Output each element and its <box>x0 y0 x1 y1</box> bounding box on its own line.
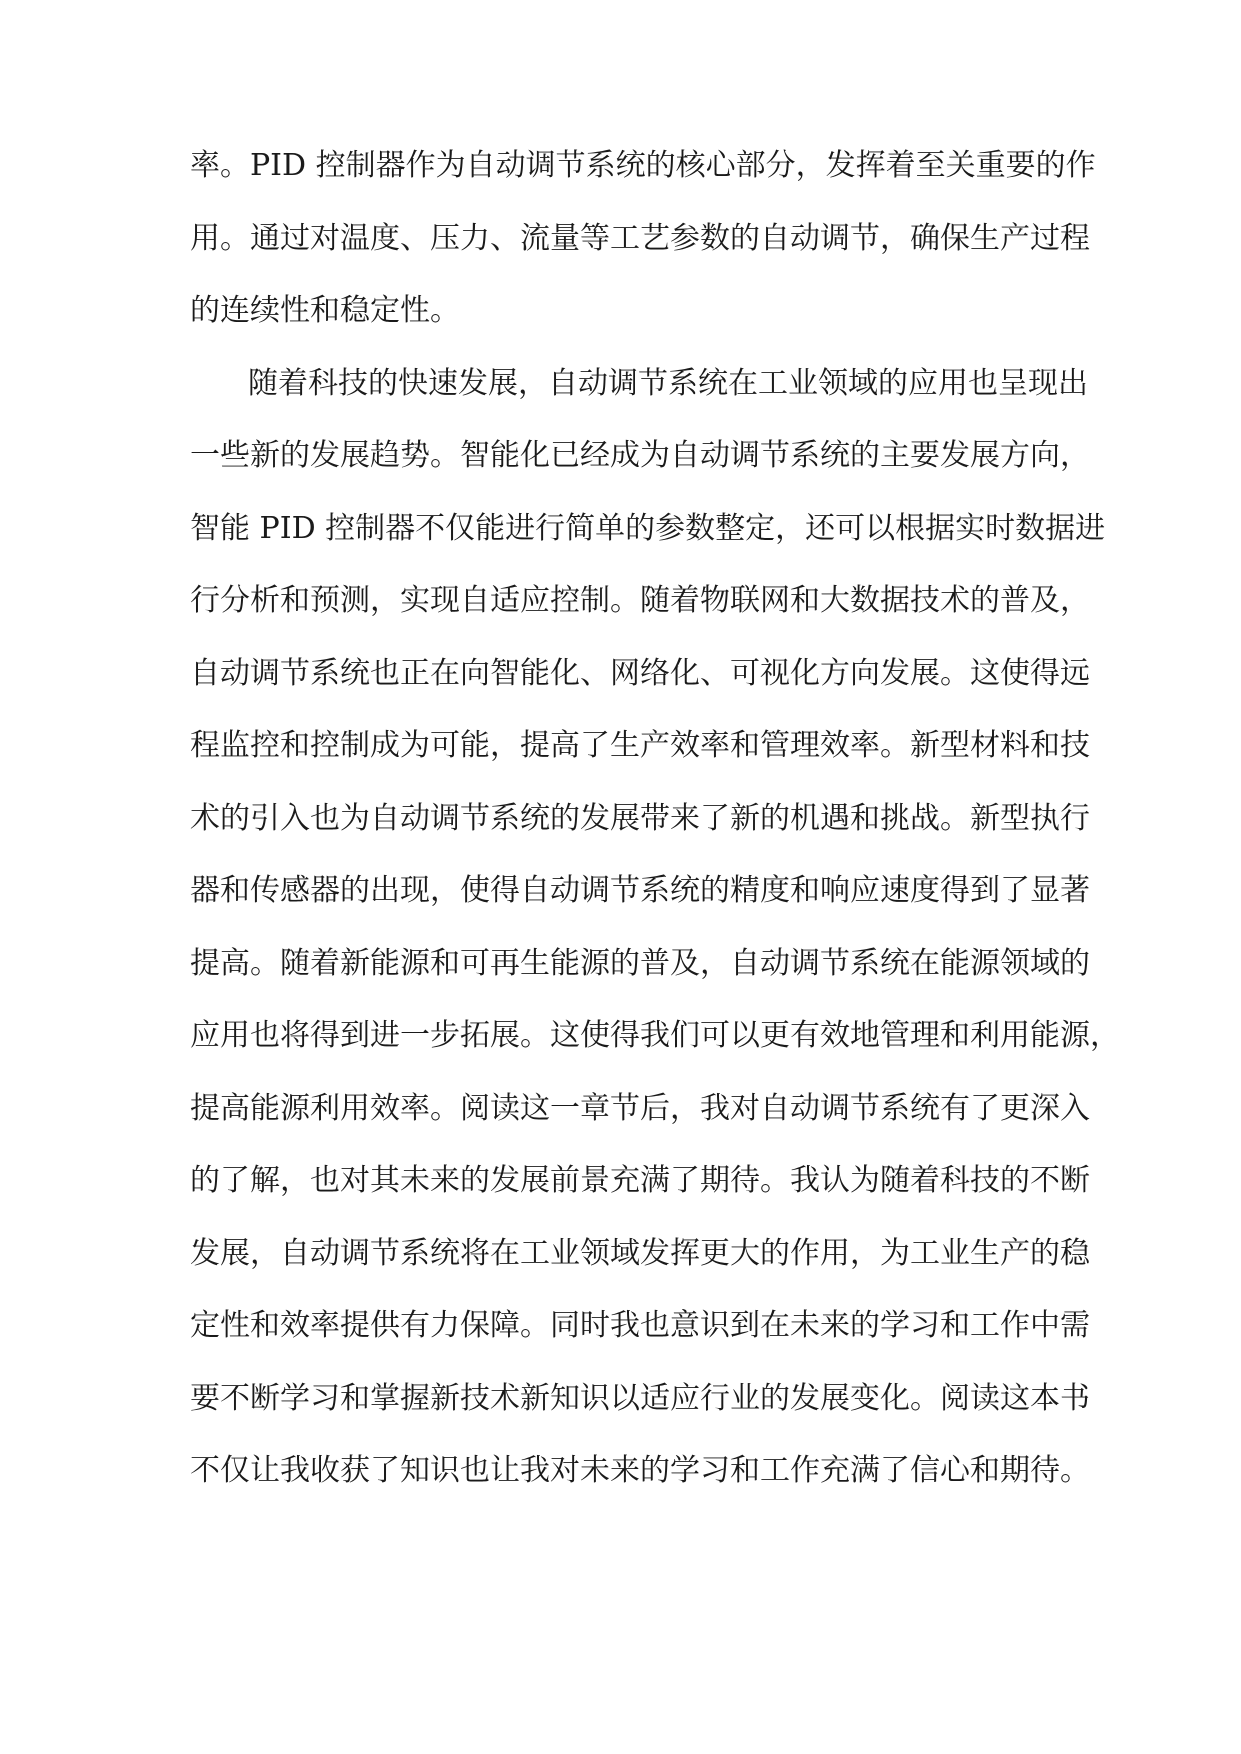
text-line: 发展，自动调节系统将在工业领域发挥更大的作用，为工业生产的稳 <box>190 1235 1090 1271</box>
text-line: 行分析和预测，实现自适应控制。随着物联网和大数据技术的普及， <box>190 583 1090 618</box>
text-line: 提高能源利用效率。阅读这一章节后，我对自动调节系统有了更深入 <box>190 1090 1090 1126</box>
text-line: 的连续性和稳定性。 <box>190 293 460 328</box>
text-line: 的了解，也对其未来的发展前景充满了期待。我认为随着科技的不断 <box>190 1163 1090 1198</box>
text-line: 智能 PID 控制器不仅能进行简单的参数整定，还可以根据实时数据进 <box>190 510 1106 546</box>
text-line: 不仅让我收获了知识也让我对未来的学习和工作充满了信心和期待。 <box>190 1453 1090 1488</box>
text-line: 自动调节系统也正在向智能化、网络化、可视化方向发展。这使得远 <box>190 655 1090 691</box>
text-line: 率。PID 控制器作为自动调节系统的核心部分，发挥着至关重要的作 <box>190 148 1096 183</box>
text-line: 定性和效率提供有力保障。同时我也意识到在未来的学习和工作中需 <box>190 1308 1090 1343</box>
text-line: 用。通过对温度、压力、流量等工艺参数的自动调节，确保生产过程 <box>190 220 1090 256</box>
paragraph-1 <box>190 141 1096 359</box>
text-line: 程监控和控制成为可能，提高了生产效率和管理效率。新型材料和技 <box>190 728 1090 763</box>
text-line: 要不断学习和掌握新技术新知识以适应行业的发展变化。阅读这本书 <box>190 1380 1090 1416</box>
text-line: 器和传感器的出现，使得自动调节系统的精度和响应速度得到了显著 <box>190 873 1090 908</box>
text-line: 术的引入也为自动调节系统的发展带来了新的机遇和挑战。新型执行 <box>190 800 1090 836</box>
paragraph-2 <box>190 359 1120 1519</box>
body-text <box>190 141 1120 1519</box>
text-line: 一些新的发展趋势。智能化已经成为自动调节系统的主要发展方向， <box>190 438 1090 473</box>
text-line: 随着科技的快速发展，自动调节系统在工业领域的应用也呈现出 <box>248 365 1088 401</box>
text-line: 提高。随着新能源和可再生能源的普及，自动调节系统在能源领域的 <box>190 945 1090 981</box>
text-line: 应用也将得到进一步拓展。这使得我们可以更有效地管理和利用能源， <box>190 1018 1120 1053</box>
